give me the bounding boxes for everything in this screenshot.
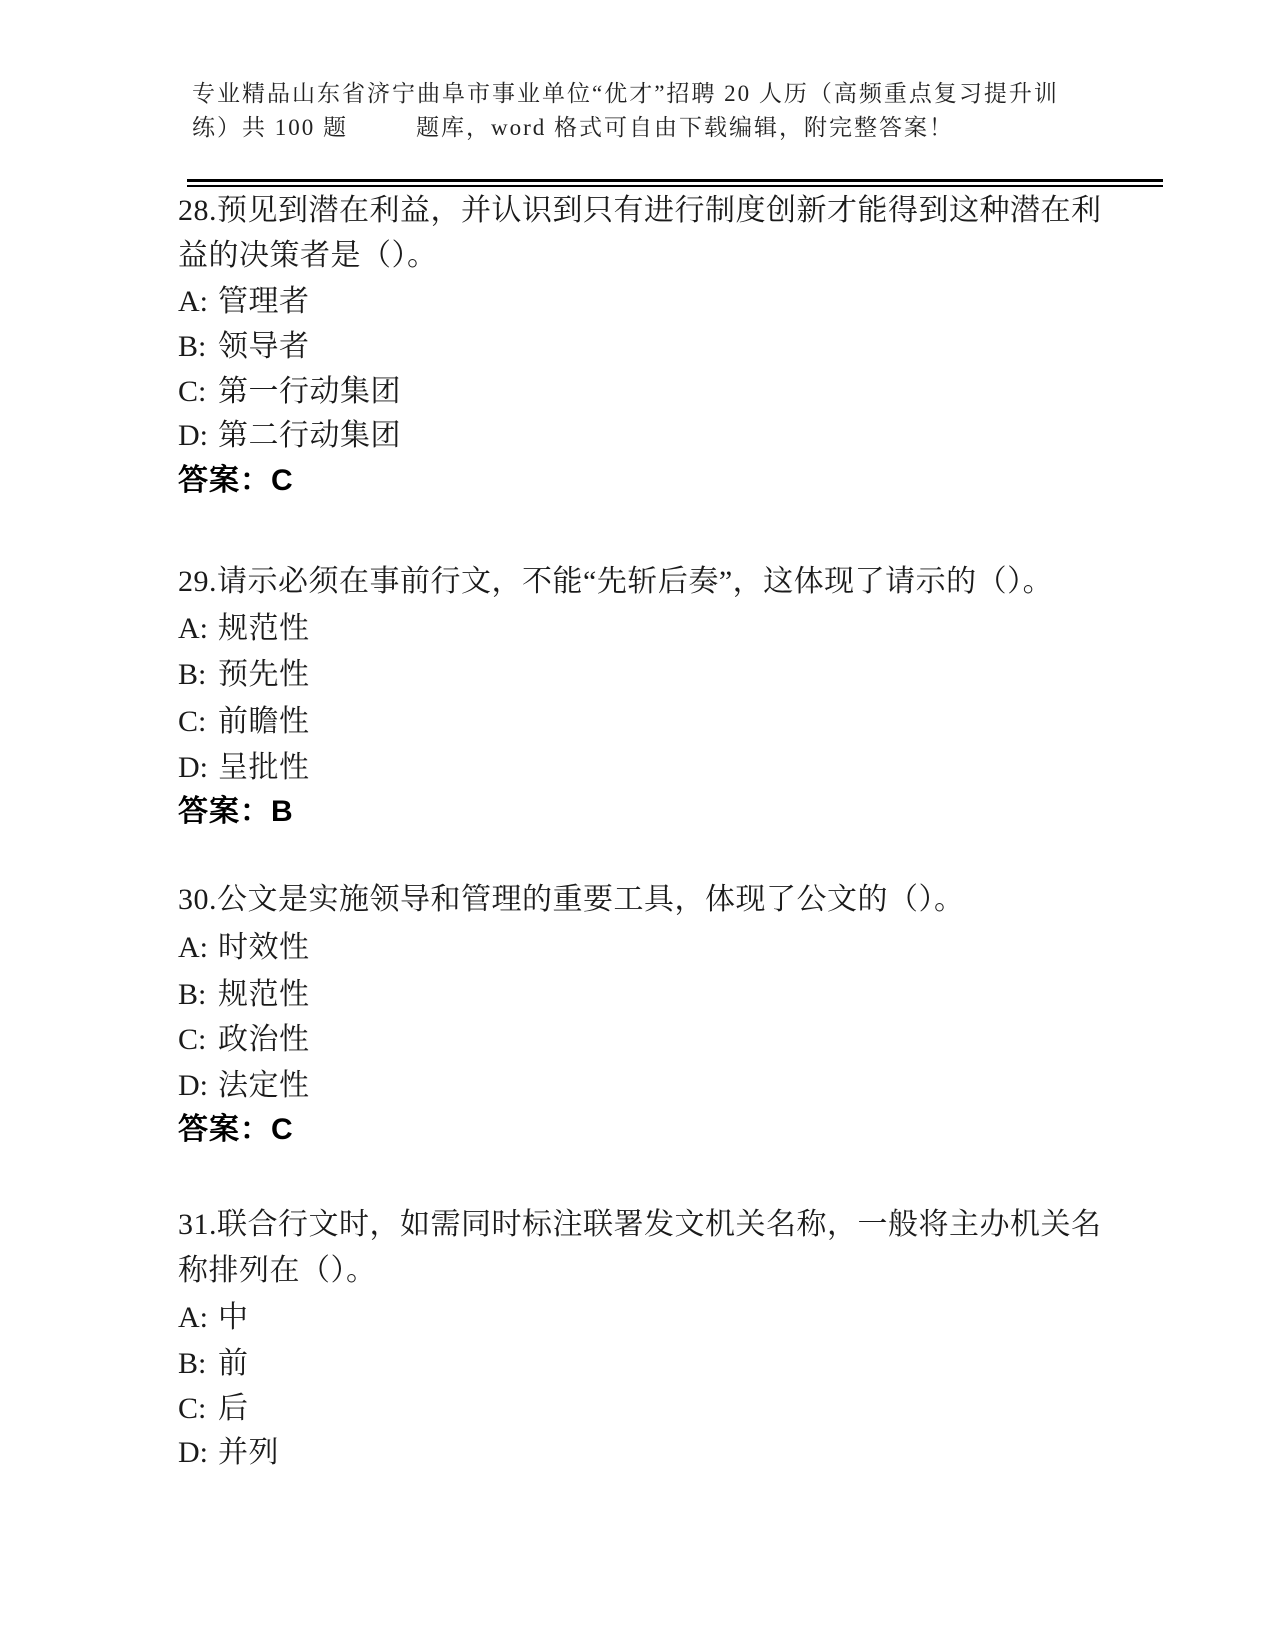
question-31-stem-line-2: 称排列在（）。 [178, 1254, 377, 1287]
question-30-answer-line [178, 1115, 294, 1145]
option-label: D: [178, 751, 208, 784]
option-text: 规范性 [218, 978, 310, 1011]
option-text: 第二行动集团 [218, 419, 401, 452]
option-label: D: [178, 1436, 208, 1469]
option-label: B: [178, 1347, 207, 1380]
question-28-option-c [178, 377, 401, 407]
option-text: 中 [218, 1301, 249, 1334]
option-label: A: [178, 285, 208, 318]
question-31-option-b [178, 1349, 249, 1379]
question-31-option-a [178, 1303, 249, 1333]
option-label: B: [178, 658, 207, 691]
option-text: 法定性 [218, 1069, 310, 1102]
option-text: 前 [218, 1347, 249, 1380]
option-text: 管理者 [218, 285, 310, 318]
option-label: B: [178, 978, 207, 1011]
question-31-option-d [178, 1438, 279, 1468]
answer-label: 答案： [178, 795, 271, 828]
question-28-option-d [178, 421, 401, 451]
header-line-2 [192, 116, 954, 139]
question-30-stem-line-1: 30.公文是实施领导和管理的重要工具，体现了公文的（）。 [178, 883, 965, 916]
question-29-option-d [178, 753, 310, 783]
header-line-2-right: 题库，word 格式可自由下载编辑，附完整答案！ [416, 115, 955, 140]
option-text: 领导者 [218, 330, 310, 363]
option-label: C: [178, 375, 207, 408]
answer-value: C [271, 464, 294, 497]
header-line-1 [192, 82, 1059, 105]
option-label: C: [178, 705, 207, 738]
header-line-2-left: 练）共 100 题 [192, 115, 348, 140]
answer-label: 答案： [178, 464, 271, 497]
question-28-option-b [178, 332, 310, 362]
answer-value: C [271, 1113, 294, 1146]
option-label: D: [178, 419, 208, 452]
question-31-option-c [178, 1394, 249, 1424]
question-29-option-b [178, 660, 310, 690]
option-label: D: [178, 1069, 208, 1102]
option-text: 规范性 [218, 612, 310, 645]
question-30-option-d [178, 1071, 310, 1101]
question-29-answer-line [178, 797, 294, 827]
question-30-option-c [178, 1025, 310, 1055]
answer-label: 答案： [178, 1113, 271, 1146]
option-text: 后 [218, 1392, 249, 1425]
answer-value: B [271, 795, 294, 828]
option-text: 前瞻性 [218, 705, 310, 738]
question-29-stem-line-1: 29.请示必须在事前行文，不能“先斩后奏”，这体现了请示的（）。 [178, 565, 1054, 598]
question-29-option-c [178, 707, 310, 737]
question-28-answer-line [178, 466, 294, 496]
option-text: 第一行动集团 [218, 375, 401, 408]
question-29-option-a [178, 614, 310, 644]
question-30-option-a [178, 933, 310, 963]
option-text: 预先性 [218, 658, 310, 691]
option-text: 呈批性 [218, 751, 310, 784]
header-rule [187, 179, 1163, 187]
header-line-1-text: 专业精品山东省济宁曲阜市事业单位“优才”招聘 20 人历（高频重点复习提升训 [192, 81, 1059, 106]
option-text: 时效性 [218, 931, 310, 964]
option-label: A: [178, 931, 208, 964]
option-text: 政治性 [218, 1023, 310, 1056]
option-label: A: [178, 612, 208, 645]
option-label: C: [178, 1392, 207, 1425]
option-label: C: [178, 1023, 207, 1056]
question-28-option-a [178, 287, 310, 317]
question-31-stem-line-1: 31.联合行文时，如需同时标注联署发文机关名称，一般将主办机关名 [178, 1208, 1102, 1241]
question-28-stem-line-1: 28.预见到潜在利益，并认识到只有进行制度创新才能得到这种潜在利 [178, 194, 1102, 227]
question-28-stem-line-2: 益的决策者是（）。 [178, 239, 438, 272]
option-label: B: [178, 330, 207, 363]
question-30-option-b [178, 980, 310, 1010]
option-label: A: [178, 1301, 208, 1334]
option-text: 并列 [218, 1436, 279, 1469]
